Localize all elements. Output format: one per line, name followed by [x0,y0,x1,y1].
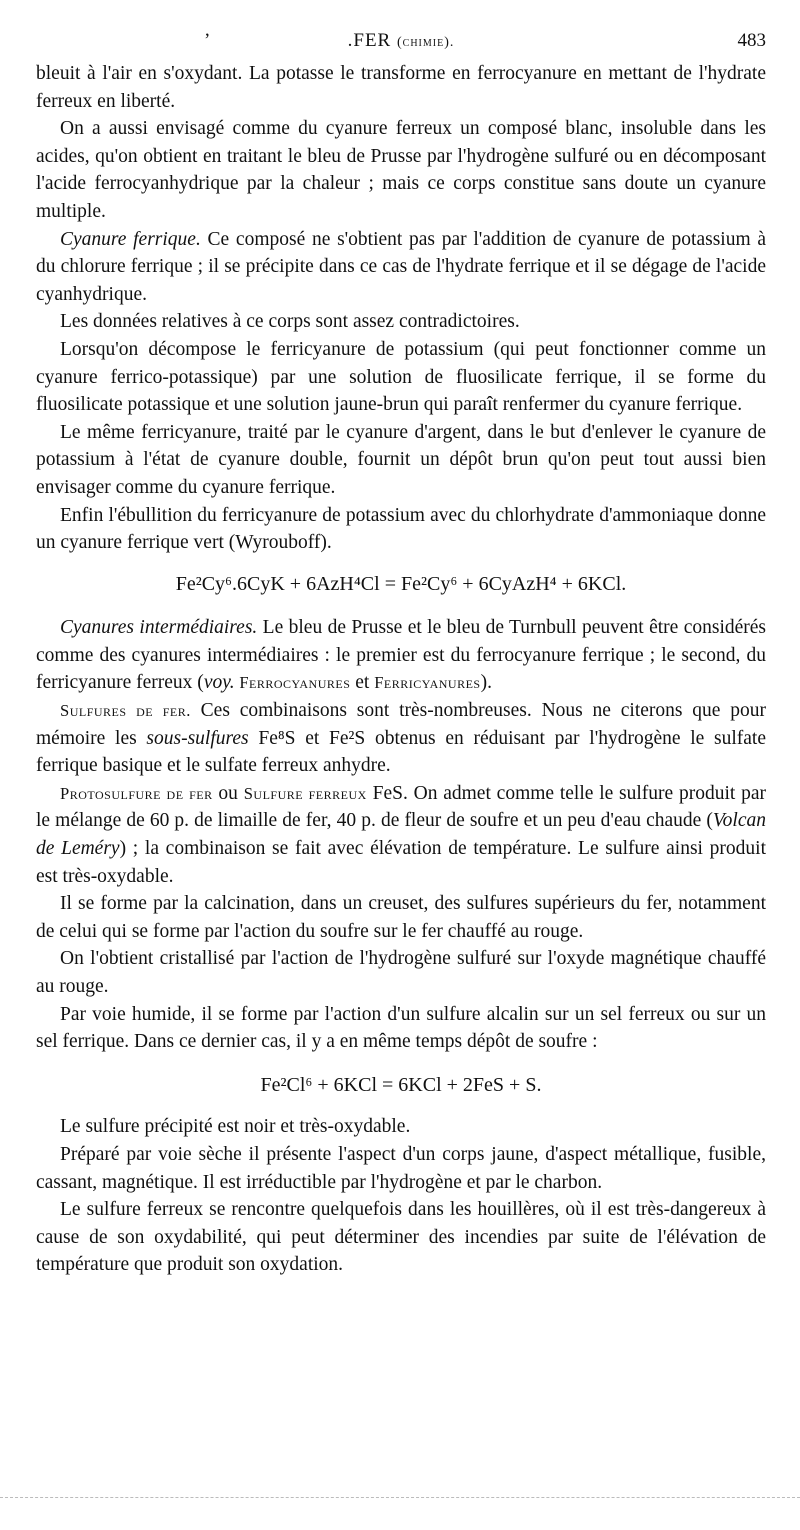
paragraph-cyanures-intermediaires [36,614,766,697]
paragraph: Enfin l'ébullition du ferricyanure de potassium avec du chlorhydrate d'ammoniaque donne un cyanure ferrique vert (Wyrouboff). [36,504,766,554]
equation: Fe²Cy⁶.6CyK + 6AzH⁴Cl = Fe²Cy⁶ + 6CyAzH⁴ + 6KCl. [175,572,627,595]
paragraph: Les données relatives à ce corps sont assez contradictoires. [60,311,520,333]
paragraph: bleuit à l'air en s'oxydant. La potasse le transforme en ferrocyanure en mettant de l'hydrate ferreux en liberté. [36,63,766,112]
running-title-sub: (chimie). [396,35,455,50]
paragraph-protosulfure [36,780,766,890]
equation: Fe²Cl⁶ + 6KCl = 6KCl + 2FeS + S. [260,1073,542,1096]
paragraph: Le sulfure précipité est noir et très-oxydable. [60,1116,411,1138]
section-lead-protosulfure: Protosulfure de fer [60,783,213,803]
running-title-main: .FER [347,30,397,51]
paragraph-text: ). [480,672,492,694]
term-sous-sulfures: sous-sulfures [146,727,249,749]
paragraph-text: Le bleu de Prusse et le bleu de Turnbull peuvent être considérés comme des cyanures intermédiaires : le premier est du ferrocyanure ferrique ; le second, du ferricyanure ferreux ( [36,617,766,694]
paragraph: Le même ferricyanure, traité par le cyanure d'argent, dans le but d'enlever le cyanure de potassium à l'état de cyanure double, fournit un dépôt brun qu'on peut tout aussi bien envisager comme du cyanure ferrique. [36,421,766,498]
paragraph: Préparé par voie sèche il présente l'aspect d'un corps jaune, d'aspect métallique, fusible, cassant, magnétique. Il est irréductible par l'hydrogène et par le charbon. [36,1143,766,1193]
paragraph-cyanure-ferrique [36,226,766,309]
paragraph: Lorsqu'on décompose le ferricyanure de potassium (qui peut fonctionner comme un cyanure ferrico-potassique) par une solution de fluosilicate ferrique, il se forme du fluosilicate potassique et une solution jaune-brun qui paraît renfermer du cyanure ferrique. [36,338,766,416]
running-header [36,30,766,58]
paragraph-sulfures [36,697,766,780]
paragraph: On l'obtient cristallisé par l'action de l'hydrogène sulfuré sur l'oxyde magnétique chauffé au rouge. [36,948,766,997]
paragraph-text: et [350,672,375,694]
paragraph-text: Ces combinaisons sont très-nombreuses. Nous ne citerons que pour mémoire les [36,700,767,749]
paragraph-text: ) ; la combinaison se fait avec élévation de température. Le sulfure ainsi produit est très-oxydable. [36,838,767,887]
paragraph-text: Ce composé ne s'obtient pas par l'addition de cyanure de potassium à du chlorure ferrique ; il se précipite dans ce cas de l'hydrate ferrique et il se dégage de l'acide cyanhydrique. [36,228,766,305]
cross-ref-ferrocyanures: Ferrocyanures [234,673,351,693]
page-number: 483 [737,30,766,51]
section-lead-sulfure-ferreux: Sulfure ferreux [243,783,367,803]
header-mark: ’ [204,30,211,51]
paragraph: Il se forme par la calcination, dans un creuset, des sulfures supérieurs du fer, notamment de celui qui se forme par l'action du soufre sur le fer chauffé au rouge. [36,893,766,942]
page-body [36,60,766,1279]
paragraph: On a aussi envisagé comme du cyanure ferreux un composé blanc, insoluble dans les acides, qu'on obtient en traitant le bleu de Prusse par l'hydrogène sulfuré ou en décomposant l'acide ferrocyanhydrique par la chaleur ; mais ce corps constitue sans doute un cyanure multiple. [36,118,766,222]
paragraph-text: Fe⁸S et Fe²S obtenus en réduisant par l'hydrogène le sulfate ferrique basique et le sulfate ferreux anhydre. [36,727,767,777]
term-volcan-de-lemery: Volcan de Leméry [36,810,766,860]
scan-edge-rule [0,1497,800,1498]
section-lead-cyanure-ferrique: Cyanure ferrique. [60,228,201,250]
paragraph: Par voie humide, il se forme par l'action d'un sulfure alcalin sur un sel ferreux ou sur un sel ferrique. Dans ce dernier cas, il y a en même temps dépôt de soufre : [36,1003,766,1053]
paragraph-text: FeS. On admet comme telle le sulfure produit par le mélange de 60 p. de limaille de fer, 40 p. de fleur de soufre et un peu d'eau chaude ( [36,782,766,832]
paragraph-text: ou [212,782,244,804]
paragraph: Le sulfure ferreux se rencontre quelquefois dans les houillères, où il est très-dangereux à cause de son oxydabilité, qui peut déterminer des incendies par suite de l'élévation de température que produit son oxydation. [36,1199,766,1276]
section-lead-cyanures-intermediaires: Cyanures intermédiaires. [60,617,258,639]
running-title [36,30,766,52]
cross-ref-ferricyanures: Ferricyanures [374,673,481,693]
voy-ref: voy. [203,672,235,694]
section-lead-sulfures: Sulfures de fer. [60,701,191,721]
